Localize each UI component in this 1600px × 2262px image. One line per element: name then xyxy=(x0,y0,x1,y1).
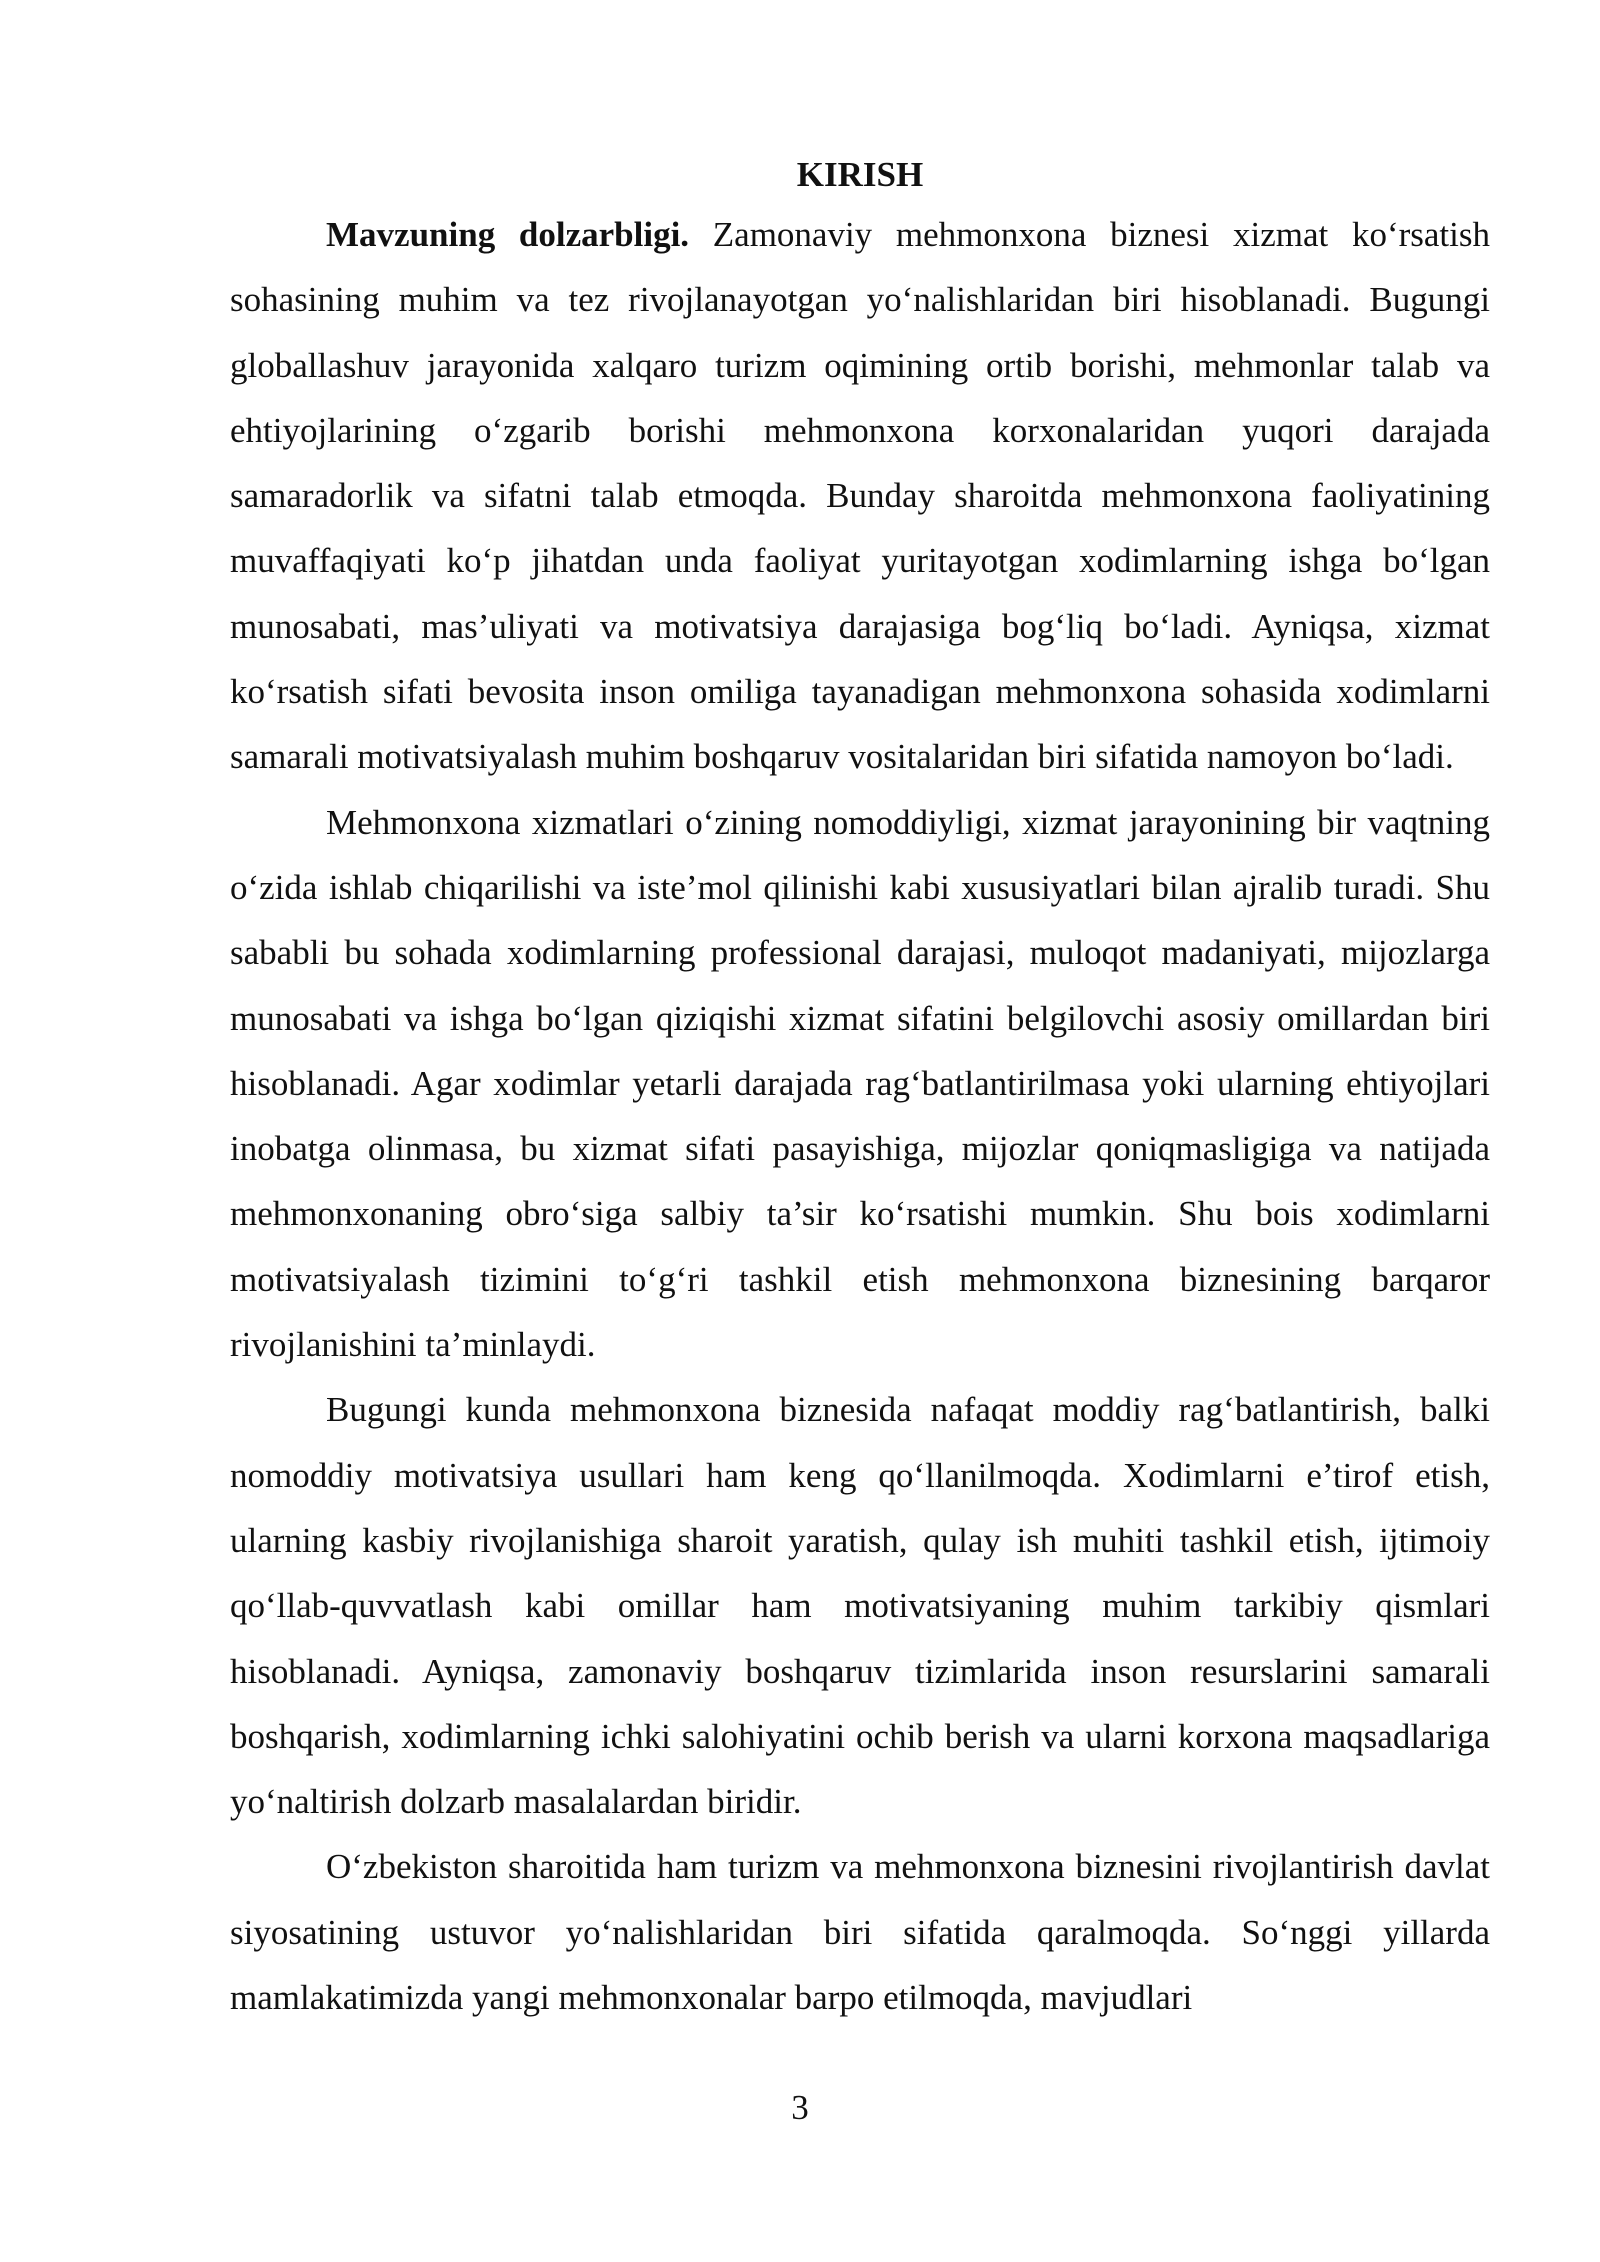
section-title: KIRISH xyxy=(796,155,924,194)
paragraph xyxy=(230,1834,1490,2030)
paragraph-text: O‘zbekiston sharoitida ham turizm va mehmonxona biznesini rivojlantirish davlat siyosatining ustuvor yo‘nalishlaridan biri sifatida qaralmoqda. So‘nggi yillarda mamlakatimizda yangi mehmonxonalar barpo etilmoqda, mavjudlari xyxy=(230,1847,1490,2018)
page-content xyxy=(230,148,1490,2030)
paragraph xyxy=(230,202,1490,790)
paragraph-lead: Mavzuning dolzarbligi. xyxy=(326,215,690,254)
paragraph xyxy=(230,790,1490,1378)
page-number: 3 xyxy=(791,2088,809,2127)
paragraph-text: Bugungi kunda mehmonxona biznesida nafaqat moddiy rag‘batlantirish, balki nomoddiy motivatsiya usullari ham keng qo‘llanilmoqda. Xodimlarni e’tirof etish, ularning kasbiy rivojlanishiga sharoit yaratish, qulay ish muhiti tashkil etish, ijtimoiy qo‘llab-quvvatlash kabi omillar ham motivatsiyaning muhim tarkibiy qismlari hisoblanadi. Ayniqsa, zamonaviy boshqaruv tizimlarida inson resurslarini samarali boshqarish, xodimlarning ichki salohiyatini ochib berish va ularni korxona maqsadlariga yo‘naltirish dolzarb masalalardan biridir. xyxy=(230,1390,1490,1822)
paragraph-text: Mehmonxona xizmatlari o‘zining nomoddiyligi, xizmat jarayonining bir vaqtning o‘zida ishlab chiqarilishi va iste’mol qilinishi kabi xususiyatlari bilan ajralib turadi. Shu sababli bu sohada xodimlarning professional darajasi, muloqot madaniyati, mijozlarga munosabati va ishga bo‘lgan qiziqishi xizmat sifatini belgilovchi asosiy omillardan biri hisoblanadi. Agar xodimlar yetarli darajada rag‘batlantirilmasa yoki ularning ehtiyojlari inobatga olinmasa, bu xizmat sifati pasayishiga, mijozlar qoniqmasligiga va natijada mehmonxonaning obro‘siga salbiy ta’sir ko‘rsatishi mumkin. Shu bois xodimlarni motivatsiyalash tizimini to‘g‘ri tashkil etish mehmonxona biznesining barqaror rivojlanishini ta’minlaydi. xyxy=(230,802,1490,1365)
paragraph xyxy=(230,1377,1490,1834)
paragraph-text: Zamonaviy mehmonxona biznesi xizmat ko‘rsatish sohasining muhim va tez rivojlanayotgan yo‘nalishlaridan biri hisoblanadi. Bugungi globallashuv jarayonida xalqaro turizm oqimining ortib borishi, mehmonlar talab va ehtiyojlarining o‘zgarib borishi mehmonxona korxonalaridan yuqori darajada samaradorlik va sifatni talab etmoqda. Bunday sharoitda mehmonxona faoliyatining muvaffaqiyati ko‘p jihatdan unda faoliyat yuritayotgan xodimlarning ishga bo‘lgan munosabati, mas’uliyati va motivatsiya darajasiga bog‘liq bo‘ladi. Ayniqsa, xizmat ko‘rsatish sifati bevosita inson omiliga tayanadigan mehmonxona sohasida xodimlarni samarali motivatsiyalash muhim boshqaruv vositalaridan biri sifatida namoyon bo‘ladi. xyxy=(230,215,1490,777)
